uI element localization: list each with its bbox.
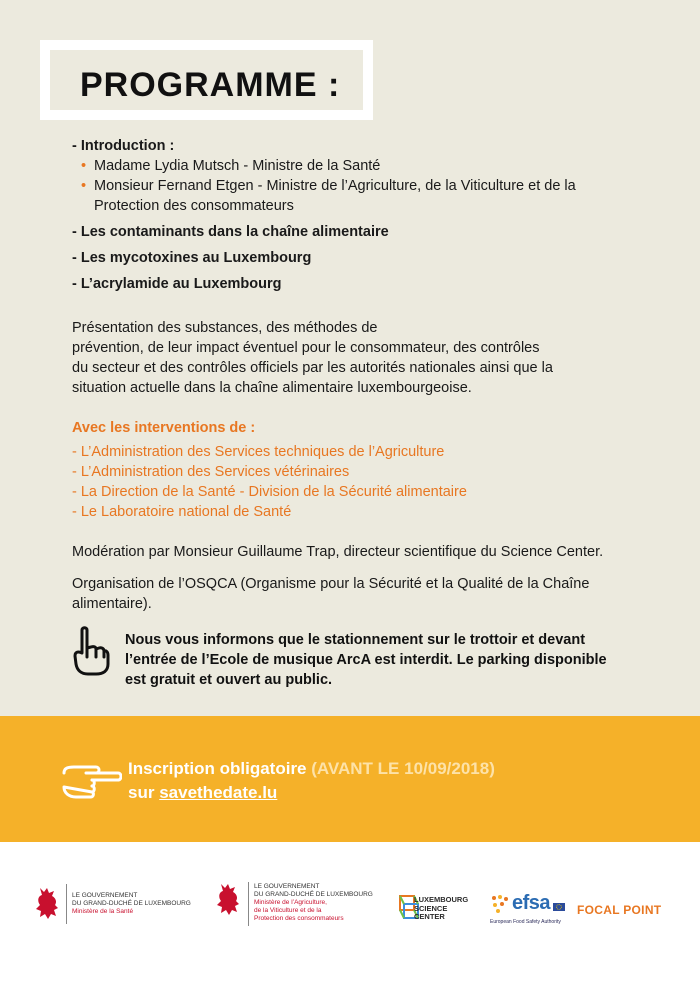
bullet-icon: •: [81, 158, 87, 174]
parking-notice: [72, 626, 672, 692]
registration-link[interactable]: savethedate.lu: [159, 783, 278, 802]
description-line: Présentation des substances, des méthodes de: [72, 320, 378, 336]
moderation-text: Modération par Monsieur Guillaume Trap, directeur scientifique du Science Center.: [72, 544, 604, 560]
registration-text: [128, 757, 495, 805]
notice-line: est gratuit et ouvert au public.: [125, 672, 333, 688]
title-frame: [40, 40, 373, 120]
efsa-dots-icon: [490, 894, 512, 914]
registration-deadline: (AVANT LE 10/09/2018): [311, 759, 495, 778]
eu-flag-icon: [553, 903, 565, 911]
topic-item: - Les contaminants dans la chaîne alimentaire: [72, 224, 389, 240]
topic-item: - L’acrylamide au Luxembourg: [72, 276, 282, 292]
intervention-item: - L’Administration des Services vétérinaires: [72, 464, 350, 480]
programme-content: [72, 136, 672, 614]
pointing-up-hand-icon: [72, 626, 110, 676]
registration-sur: sur: [128, 783, 155, 802]
focal-point-logo: FOCAL POINT: [577, 903, 662, 917]
description-line: situation actuelle dans la chaîne alimentaire luxembourgeoise.: [72, 380, 472, 396]
organisation-line: alimentaire).: [72, 596, 152, 612]
page-title: PROGRAMME :: [80, 66, 341, 104]
gov-logo-health: LE GOUVERNEMENT DU GRAND-DUCHÉ DE LUXEMBOURG Ministère de la Santé: [72, 892, 191, 915]
intro-item: • Madame Lydia Mutsch - Ministre de la Santé: [81, 158, 381, 174]
intervention-item: - L’Administration des Services techniques de l’Agriculture: [72, 444, 445, 460]
interventions-label: Avec les interventions de :: [72, 420, 256, 436]
efsa-logo: efsa: [512, 892, 551, 914]
registration-label: Inscription obligatoire: [128, 759, 307, 778]
intro-item: • Monsieur Fernand Etgen - Ministre de l’Agriculture, de la Viticulture et de la: [81, 178, 576, 194]
gov-logo-agriculture: LE GOUVERNEMENT DU GRAND-DUCHÉ DE LUXEMBOURG Ministère de l’Agriculture, de la Viticulture et de la Protection des consommateurs: [254, 883, 373, 922]
footer-logos: [0, 842, 700, 985]
luxembourg-lion-icon: [34, 886, 60, 920]
luxembourg-lion-icon: [215, 882, 241, 916]
intro-label: - Introduction :: [72, 138, 175, 154]
science-center-logo: LUXEMBOURG SCIENCE CENTER: [414, 895, 469, 921]
efsa-subtitle: European Food Safety Authority: [490, 919, 561, 925]
description-line: prévention, de leur impact éventuel pour le consommateur, des contrôles: [72, 340, 540, 356]
notice-line: l’entrée de l’Ecole de musique ArcA est interdit. Le parking disponible: [125, 652, 607, 668]
intervention-item: - Le Laboratoire national de Santé: [72, 504, 292, 520]
pointing-right-hand-icon: [62, 759, 122, 799]
intervention-item: - La Direction de la Santé - Division de la Sécurité alimentaire: [72, 484, 467, 500]
organisation-line: Organisation de l’OSQCA (Organisme pour la Sécurité et la Qualité de la Chaîne: [72, 576, 590, 592]
topic-item: - Les mycotoxines au Luxembourg: [72, 250, 312, 266]
bullet-icon: •: [81, 178, 87, 194]
notice-line: Nous vous informons que le stationnement sur le trottoir et devant: [125, 632, 586, 648]
intro-item-continuation: Protection des consommateurs: [94, 198, 294, 214]
description-line: du secteur et des contrôles officiels par les autorités nationales ainsi que la: [72, 360, 553, 376]
